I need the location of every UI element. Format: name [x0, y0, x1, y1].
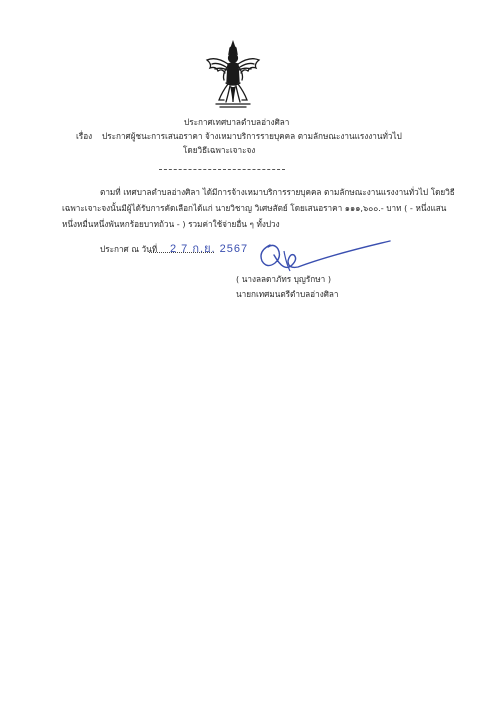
garuda-emblem-icon	[204, 40, 262, 110]
subject-text-continued: โดยวิธีเฉพาะเจาะจง	[183, 145, 256, 155]
body-paragraph-line: ตามที่ เทศบาลตำบลอ่างศิลา ได้มีการจ้างเหมาบริการรายบุคคล ตามลักษณะงานแรงงานทั่วไป โดยวิธี	[100, 187, 455, 197]
signer-name: ( นางลลดาภัทร บุญรักษา )	[236, 274, 332, 284]
signer-position: นายกเทศมนตรีตำบลอ่างศิลา	[236, 289, 339, 299]
announce-date-label: ประกาศ ณ วันที่	[100, 244, 158, 254]
handwritten-date: 2 7 ก.ย. 2567	[170, 243, 249, 255]
subject-row	[76, 131, 402, 142]
body-paragraph-line: เฉพาะเจาะจงนั้นมีผู้ได้รับการคัดเลือกได้แก่ นายวิชาญ วิเศษสัตย์ โดยเสนอราคา ๑๑๑,๖๐๐.- บาท ( - หนึ่งแสน	[62, 203, 447, 213]
subject-text: ประกาศผู้ชนะการเสนอราคา จ้างเหมาบริการรายบุคคล ตามลักษณะงานแรงงานทั่วไป	[102, 131, 402, 141]
document-title: ประกาศเทศบาลตำบลอ่างศิลา	[184, 117, 290, 127]
body-paragraph-line: หนึ่งหมื่นหนึ่งพันหกร้อยบาทถ้วน - ) รวมค่าใช้จ่ายอื่น ๆ ทั้งปวง	[62, 219, 280, 229]
divider-rule	[159, 169, 285, 170]
subject-label: เรื่อง	[76, 131, 93, 141]
